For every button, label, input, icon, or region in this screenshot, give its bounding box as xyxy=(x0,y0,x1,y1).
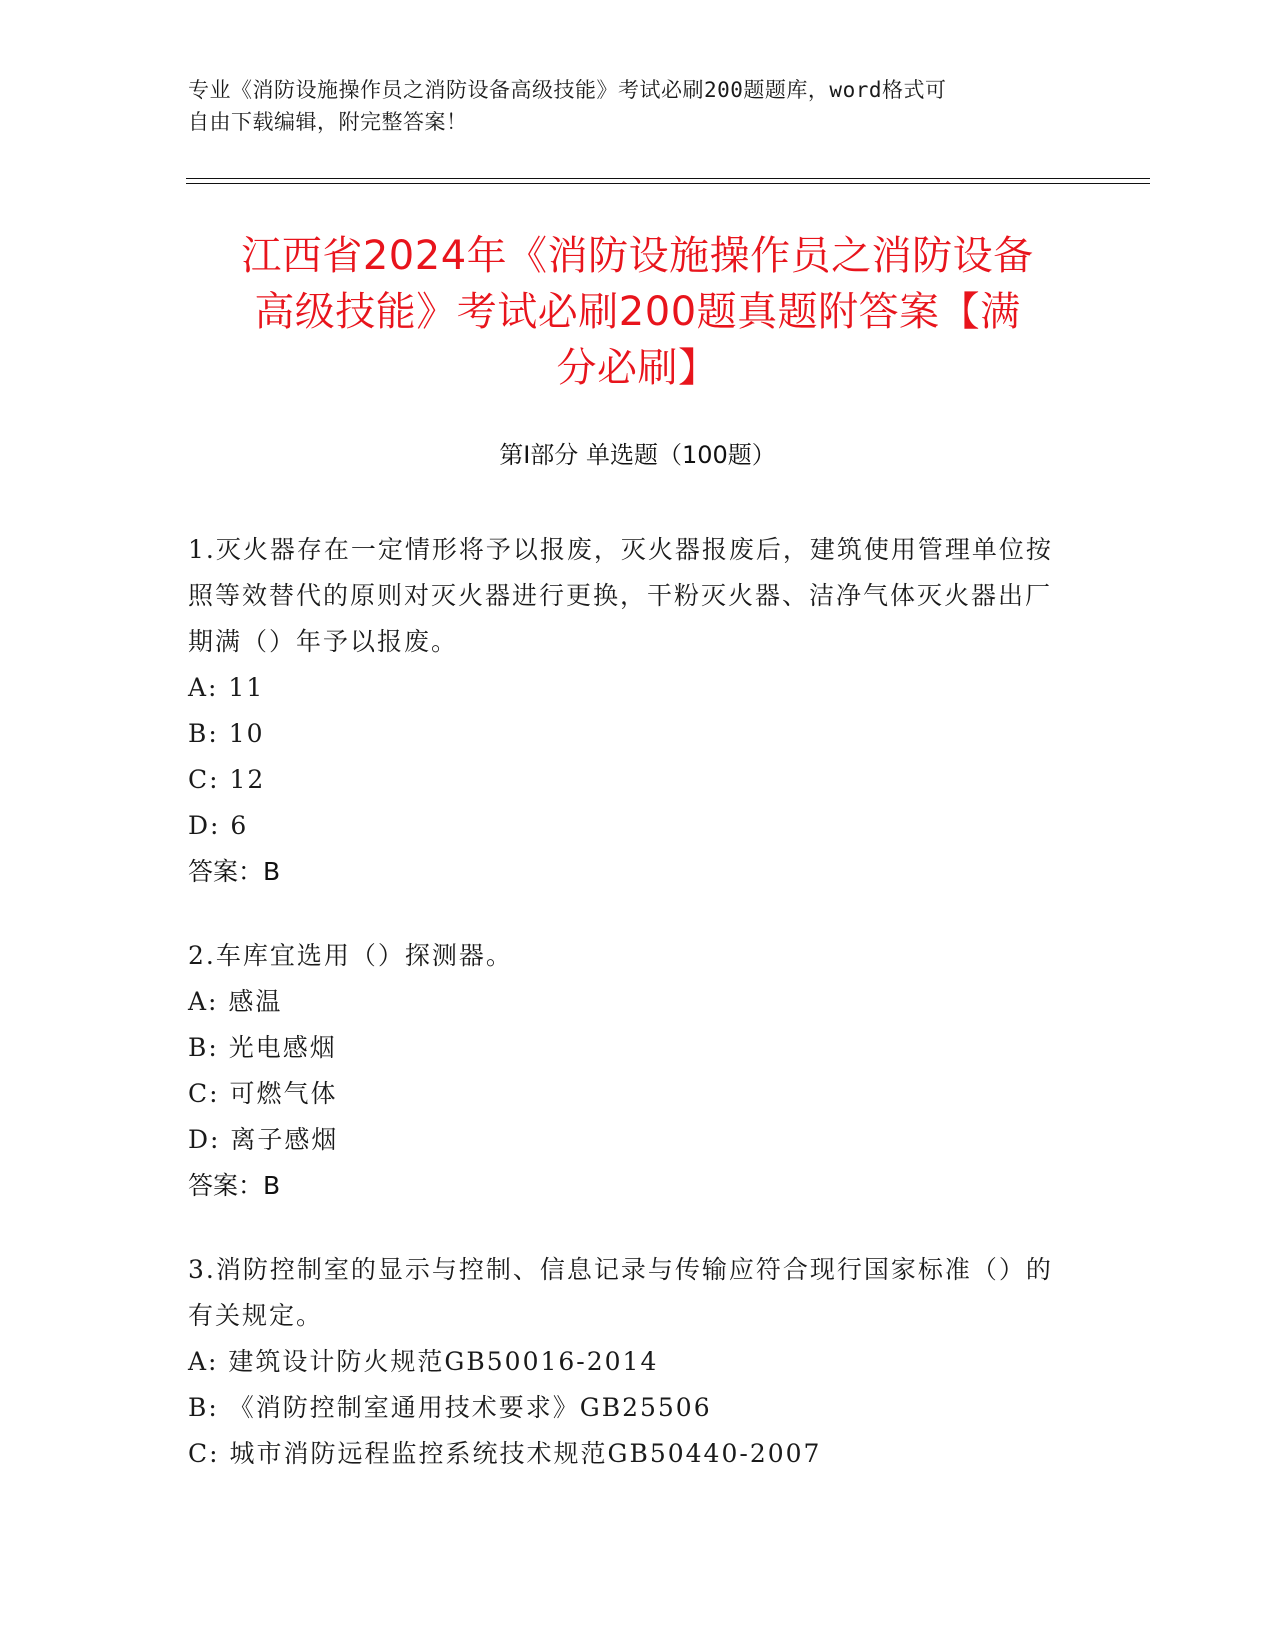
option-d: D: 6 xyxy=(188,811,249,840)
header-note xyxy=(188,74,1068,138)
question-1 xyxy=(188,527,1068,895)
option-a: A: 感温 xyxy=(188,987,283,1016)
header-note-line2: 自由下载编辑，附完整答案！ xyxy=(188,110,468,134)
question-text: 3.消防控制室的显示与控制、信息记录与传输应符合现行国家标准（）的有关规定。 xyxy=(188,1255,1053,1330)
option-c: C: 城市消防远程监控系统技术规范GB50440-2007 xyxy=(188,1439,822,1468)
document-title xyxy=(180,228,1095,396)
option-a: A: 11 xyxy=(188,673,265,702)
header-rule-top xyxy=(186,178,1150,179)
question-3 xyxy=(188,1247,1068,1477)
question-2 xyxy=(188,933,1068,1209)
option-b: B: 10 xyxy=(188,719,265,748)
answer: 答案：B xyxy=(188,857,281,886)
option-a: A: 建筑设计防火规范GB50016-2014 xyxy=(188,1347,659,1376)
answer: 答案：B xyxy=(188,1171,281,1200)
title-line3: 分必刷】 xyxy=(556,345,719,391)
option-d: D: 离子感烟 xyxy=(188,1125,339,1154)
header-rule-bottom xyxy=(186,183,1150,184)
title-line2: 高级技能》考试必刷200题真题附答案【满 xyxy=(254,289,1021,335)
header-note-line1: 专业《消防设施操作员之消防设备高级技能》考试必刷200题题库，word格式可 xyxy=(188,78,947,102)
option-b: B: 光电感烟 xyxy=(188,1033,337,1062)
option-b: B: 《消防控制室通用技术要求》GB25506 xyxy=(188,1393,712,1422)
question-list xyxy=(188,527,1068,1515)
option-c: C: 可燃气体 xyxy=(188,1079,338,1108)
question-text: 1.灭火器存在一定情形将予以报废，灭火器报废后，建筑使用管理单位按照等效替代的原则对灭火器进行更换，干粉灭火器、洁净气体灭火器出厂期满（）年予以报废。 xyxy=(188,535,1053,656)
title-line1: 江西省2024年《消防设施操作员之消防设备 xyxy=(241,233,1034,279)
section-heading: 第I部分 单选题（100题） xyxy=(499,441,776,469)
question-text: 2.车库宜选用（）探测器。 xyxy=(188,941,513,970)
option-c: C: 12 xyxy=(188,765,266,794)
